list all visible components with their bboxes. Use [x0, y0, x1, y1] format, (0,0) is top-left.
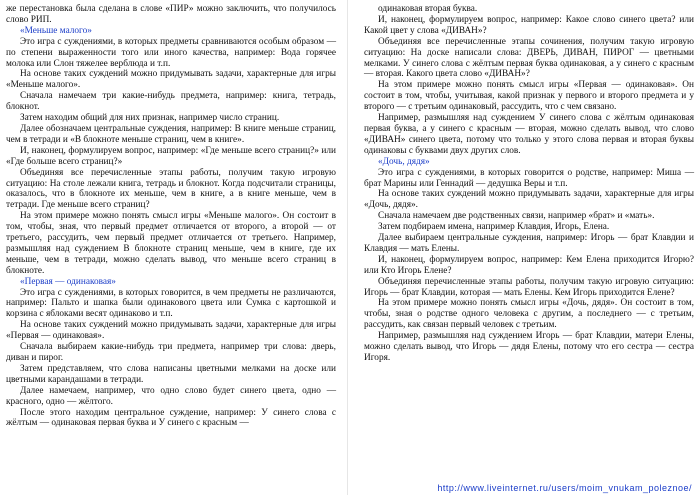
paragraph: Это игра с суждениями, в которых говорится о родстве, например: Миша — брат Марины или Геннадий — дедушка Веры и т.п.: [364, 167, 694, 189]
paragraph: Затем находим общий для них признак, например число страниц.: [20, 113, 280, 124]
paragraph: И, наконец, формулируем вопрос, например: Кем Елена приходится Игорю? или Кто Игорь Елене?: [364, 254, 694, 276]
paragraph: Это игра с суждениями, в которых говорится, в чем предметы не различаются, например: Пальто и шапка были одинакового цвета или Сумка с картошкой и корзина с яблоками весят одинаково и т.п.: [6, 287, 336, 320]
paragraph: Объединяя все перечисленные этапы работы, получим такую игровую ситуацию: На столе лежали книга, тетрадь и блокнот. Когда подсчитали страницы, оказалось, что в блокноте их меньше, чем в книге, а в книге меньше, чем в тетради. Где меньше всего страниц?: [6, 167, 336, 211]
section-heading-first-same: «Первая — одинаковая»: [20, 276, 116, 287]
paragraph: Например, размышляя над суждением У синего слова с жёлтым одинаковая первая буква, а у синего с красным — вторая, можно сделать вывод, что слово «ДИВАН» синего цвета, потому что только у этого слова первая и вторая буквы одинаковы с буквами двух других слов.: [364, 113, 694, 156]
paragraph: Это игра с суждениями, в которых предметы сравниваются особым образом — по степени выраженности того или иного качества, например: Вода горячее молока или Слон тяжелее верблюда и т.п.: [6, 36, 336, 69]
paragraph: На этом примере можно понять смысл игры «Меньше малого». Он состоит в том, чтобы, зная, что первый предмет отличается от второго, а второй — от третьего, рассудить, чем первый предмет отличается от третьего. Например, размышляя над суждением В блокноте страниц меньше, чем в книге, где их меньше, чем в тетради, можно сделать вывод, что меньше всего страниц в блокноте.: [6, 211, 336, 276]
paragraph: Далее намечаем, например, что одно слово будет синего цвета, одно — красного, одно — жёлтого.: [6, 385, 336, 407]
paragraph: Сначала намечаем три какие-нибудь предмета, например: книга, тетрадь, блокнот.: [6, 91, 336, 113]
paragraph: После этого находим центральное суждение, например: У синего слова с жёлтым — одинаковая первая буква и У синего с красным —: [6, 407, 336, 429]
paragraph: одинаковая вторая буква.: [378, 4, 478, 14]
paragraph: На основе таких суждений можно придумывать задачи, характерные для игры «Первая — одинаковая».: [6, 320, 336, 342]
left-page: [6, 4, 336, 429]
paragraph: Затем подбираем имена, например Клавдия, Игорь, Елена.: [378, 222, 610, 233]
paragraph: На этом примере можно понять смысл игры «Первая — одинаковая». Он состоит в том, чтобы, учитывая, какой признак у первого и второго предмета и у второго — с третьим одинаковый, рассудить, что с чем связано.: [364, 80, 694, 113]
paragraph: Например, размышляя над суждением Игорь — брат Клавдии, матери Елены, можно сделать вывод, что Игорь — дядя Елены, потому что его сестра — сестра Игоря.: [364, 331, 694, 363]
source-url-watermark: http://www.liveinternet.ru/users/moim_vnukam_poleznoe/: [437, 483, 692, 493]
paragraph: Далее выбираем центральные суждения, например: Игорь — брат Клавдии и Клавдия — мать Елены.: [364, 233, 694, 254]
paragraph: же перестановка была сделана в слове «ПИР» можно заключить, что получилось слово РИП.: [6, 4, 336, 25]
paragraph: Объединяя все перечисленные этапы сочинения, получим такую игровую ситуацию: На доске написали слова: ДВЕРЬ, ДИВАН, ПИРОГ — цветными мелками. У синего слова с жёлтым первая буква одинаковая, а у синего с красным — вторая. Какого цвета слово «ДИВАН»?: [364, 36, 694, 80]
page-gutter: [347, 0, 348, 495]
paragraph: Объединяя перечисленные этапы работы, получим такую игровую ситуацию: Игорь — брат Клавдии, которая — мать Елены. Кем Игорь приходится Елене?: [364, 276, 694, 298]
section-heading-less-than-little: «Меньше малого»: [20, 25, 92, 36]
section-heading-daughter-uncle: «Дочь, дядя»: [378, 156, 430, 167]
paragraph: И, наконец, формулируем вопрос, например: «Где меньше всего страниц?» или «Где больше всего страниц?»: [6, 145, 336, 167]
paragraph: На этом примере можно понять смысл игры «Дочь, дядя». Он состоит в том, чтобы, зная о родстве одного человека с другим, а последнего — с третьим, рассудить, как связан первый человек с третьим.: [364, 298, 694, 331]
paragraph: На основе таких суждений можно придумывать задачи, характерные для игры «Дочь, дядя».: [364, 189, 694, 211]
paragraph: Сначала намечаем две родственных связи, например «брат» и «мать».: [378, 211, 655, 222]
paragraph: И, наконец, формулируем вопрос, например: Какое слово синего цвета? или Какой цвет у слова «ДИВАН»?: [364, 14, 694, 36]
right-page: [364, 4, 694, 364]
paragraph: Затем представляем, что слова написаны цветными мелками на доске или цветными карандашами в тетради.: [6, 363, 336, 385]
paragraph: На основе таких суждений можно придумывать задачи, характерные для игры «Меньше малого».: [6, 69, 336, 91]
paragraph: Далее обозначаем центральные суждения, например: В книге меньше страниц, чем в тетради и «В блокноте меньше страниц, чем в книге».: [6, 123, 336, 145]
paragraph: Сначала выбираем какие-нибудь три предмета, например три слова: дверь, диван и пирог.: [6, 342, 336, 363]
